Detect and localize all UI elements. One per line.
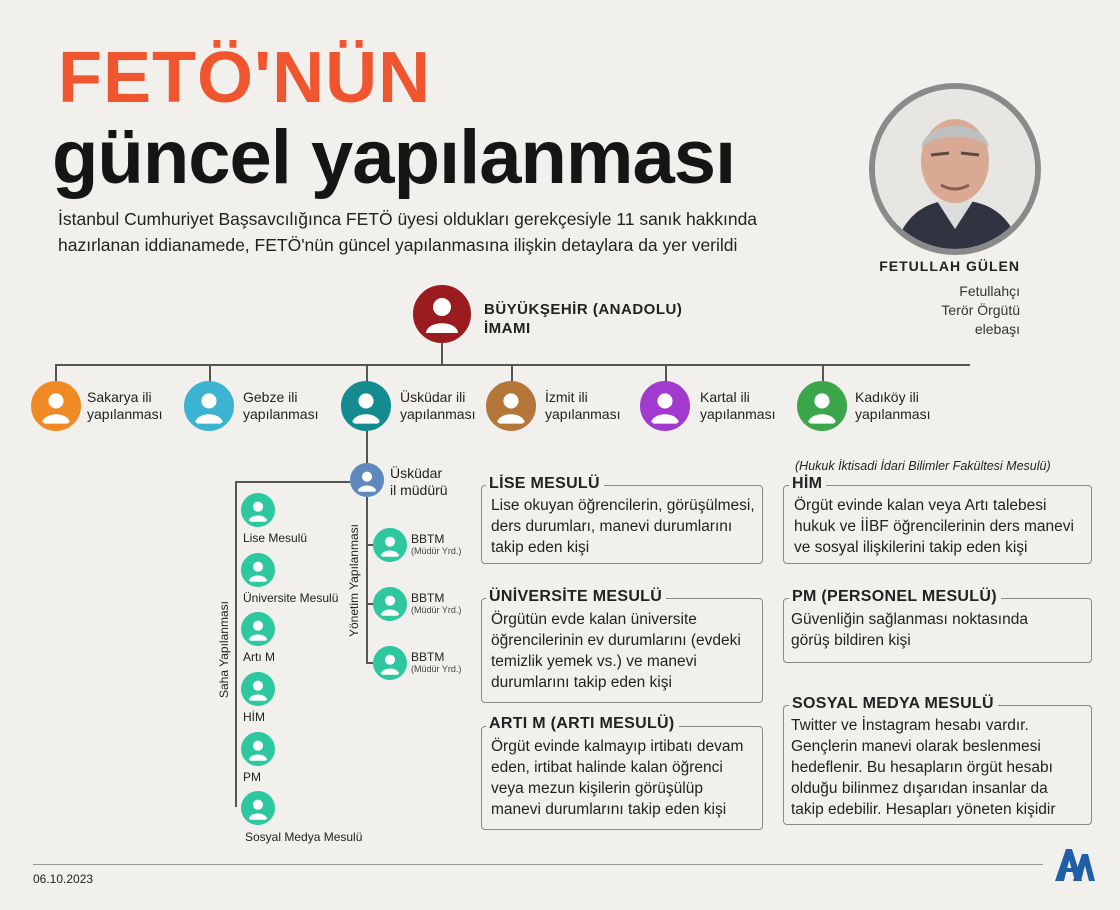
branch-kadikoy xyxy=(855,389,930,423)
aa-logo-icon xyxy=(1052,846,1096,882)
kartal-avatar-icon xyxy=(640,381,690,431)
saha-item-lise: Lise Mesulü xyxy=(243,531,308,545)
role-text-pm: Güvenliğin sağlanması noktasında görüş bildiren kişi xyxy=(791,611,1028,649)
connector xyxy=(235,481,350,483)
bbtm-avatar-icon xyxy=(373,646,407,680)
branch-line2: yapılanması xyxy=(545,406,621,422)
branch-gebze xyxy=(243,389,318,423)
role-title-arti: ARTI M (ARTI MESULÜ) xyxy=(486,715,679,733)
branch-line2: yapılanması xyxy=(243,406,319,422)
role-title-lise: LİSE MESULÜ xyxy=(486,475,604,493)
saha-item-him: HİM xyxy=(243,710,265,724)
branch-line2: yapılanması xyxy=(400,406,476,422)
gebze-avatar-icon xyxy=(184,381,234,431)
branch-line1: Gebze ili xyxy=(243,389,298,405)
yonetim-label: Yönetim Yapılanması xyxy=(347,524,361,637)
branch-line2: yapılanması xyxy=(700,406,776,422)
bbtm-title: BBTM xyxy=(411,650,445,664)
role-text-universite: Örgütün evde kalan üniversite öğrencilerinin ev durumlarını (evdeki temizlik yemek vs.) ve manevi durumlarını takip eden kişi xyxy=(491,611,741,691)
bbtm-title: BBTM xyxy=(411,532,445,546)
member-avatar-icon xyxy=(241,493,275,527)
branch-kartal xyxy=(700,389,775,423)
yonetim-item xyxy=(411,532,461,556)
branch-sakarya xyxy=(87,389,162,423)
branch-line1: Sakarya ili xyxy=(87,389,152,405)
kadikoy-avatar-icon xyxy=(797,381,847,431)
director-line2: il müdürü xyxy=(390,482,448,498)
bbtm-avatar-icon xyxy=(373,528,407,562)
sakarya-avatar-icon xyxy=(31,381,81,431)
bbtm-subtitle: (Müdür Yrd.) xyxy=(411,546,462,556)
subtitle: İstanbul Cumhuriyet Başsavcılığınca FETÖ üyesi oldukları gerekçesiyle 11 sanık hakkında hazırlanan iddianamede, FETÖ'nün güncel yapılanmasına ilişkin detaylara da yer verildi xyxy=(58,209,758,255)
bbtm-subtitle: (Müdür Yrd.) xyxy=(411,664,462,674)
member-avatar-icon xyxy=(241,672,275,706)
saha-label: Saha Yapılanması xyxy=(217,601,231,698)
bbtm-avatar-icon xyxy=(373,587,407,621)
person-desc-line3: elebaşı xyxy=(974,321,1020,337)
uskudar-avatar-icon xyxy=(341,381,391,431)
role-title-him: HİM xyxy=(789,475,826,493)
saha-item-arti: Artı M xyxy=(243,650,275,664)
branch-line2: yapılanması xyxy=(87,406,163,422)
imam-label-line1: BÜYÜKŞEHİR (ANADOLU) xyxy=(484,301,683,318)
branch-line1: Kadıköy ili xyxy=(855,389,919,405)
role-text-lise: Lise okuyan öğrencilerin, görüşülmesi, ders durumları, manevi durumlarını takip eden kişi xyxy=(491,497,755,556)
role-title-sosyal: SOSYAL MEDYA MESULÜ xyxy=(789,695,998,713)
person-description xyxy=(860,282,1020,339)
portrait-photo xyxy=(869,83,1041,255)
member-avatar-icon xyxy=(241,553,275,587)
role-title-universite: ÜNİVERSİTE MESULÜ xyxy=(486,588,666,606)
person-name: FETULLAH GÜLEN xyxy=(879,258,1020,274)
connector xyxy=(366,430,368,464)
branch-uskudar xyxy=(400,389,475,423)
director-line1: Üsküdar xyxy=(390,465,443,481)
saha-item-universite: Üniversite Mesulü xyxy=(243,591,339,605)
connector xyxy=(441,340,443,366)
imam-avatar-icon xyxy=(413,285,471,343)
branch-line1: İzmit ili xyxy=(545,389,588,405)
connector xyxy=(235,481,237,807)
branch-line2: yapılanması xyxy=(855,406,931,422)
branch-line1: Kartal ili xyxy=(700,389,750,405)
imam-label-line2: İMAMI xyxy=(484,320,531,337)
role-text-arti: Örgüt evinde kalmayıp irtibatı devam eden, irtibat halinde kalan öğrenci veya mezun kişilerin görüşülüp manevi durumlarını takip eden kişi xyxy=(491,738,744,818)
connector xyxy=(366,497,368,662)
person-desc-line2: Terör Örgütü xyxy=(941,302,1020,318)
role-title-pm: PM (PERSONEL MESULÜ) xyxy=(789,588,1001,606)
yonetim-item xyxy=(411,650,461,674)
member-avatar-icon xyxy=(241,612,275,646)
member-avatar-icon xyxy=(241,791,275,825)
role-text-him: Örgüt evinde kalan veya Artı talebesi hukuk ve İİBF öğrencilerinin ders manevi ve sosyal ilişkilerini takip eden kişi xyxy=(794,497,1074,556)
saha-item-sosyal: Sosyal Medya Mesulü xyxy=(245,830,363,844)
bbtm-title: BBTM xyxy=(411,591,445,605)
person-photo-icon xyxy=(875,89,1035,249)
member-avatar-icon xyxy=(241,732,275,766)
branch-izmit xyxy=(545,389,620,423)
title-line-2: güncel yapılanması xyxy=(52,115,736,200)
footer-date: 06.10.2023 xyxy=(33,872,94,886)
footer-divider xyxy=(33,864,1043,865)
director-label xyxy=(390,465,448,499)
izmit-avatar-icon xyxy=(486,381,536,431)
imam-label xyxy=(484,300,682,338)
saha-item-pm: PM xyxy=(243,770,261,784)
role-text-sosyal: Twitter ve İnstagram hesabı vardır. Gençlerin manevi olarak beslenmesi hedeflenir. Bu hesapların örgüt hesabı olduğu bilinmez dışarıdan insanlar da takip edebilir. Hesapları yöneten kişidir xyxy=(791,717,1056,818)
director-avatar-icon xyxy=(350,463,384,497)
yonetim-item xyxy=(411,591,461,615)
branch-line1: Üsküdar ili xyxy=(400,389,466,405)
title-line-1: FETÖ'NÜN xyxy=(58,38,432,118)
him-note: (Hukuk İktisadi İdari Bilimler Fakültesi Mesulü) xyxy=(795,459,1051,473)
bbtm-subtitle: (Müdür Yrd.) xyxy=(411,605,462,615)
person-desc-line1: Fetullahçı xyxy=(959,283,1020,299)
